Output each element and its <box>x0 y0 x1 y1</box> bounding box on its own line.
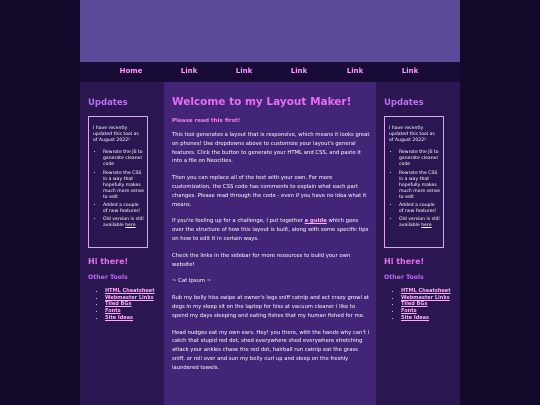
main-body <box>172 131 370 381</box>
tool-link-site-ideas[interactable]: Site Ideas <box>105 314 134 321</box>
guide-text-after: which goes over the structure of how this layout is built, along with some specific tips on how to edit it in certain ways. <box>172 218 369 242</box>
tool-link-html-cheatsheet[interactable]: HTML Cheatsheet <box>401 288 451 294</box>
header-banner <box>80 0 460 62</box>
update-intro: I have recently updated this tool as of August 2022! <box>389 126 435 144</box>
old-version-text: Old version is still available <box>103 217 144 229</box>
tools-list <box>88 288 155 322</box>
updates-heading: Updates <box>384 98 424 108</box>
nav-link-4[interactable]: Link <box>346 67 364 75</box>
list-item <box>105 308 155 315</box>
nav-link-3[interactable]: Link <box>290 67 308 75</box>
right-sidebar <box>376 82 460 405</box>
update-item: • Added a couple of new features! <box>103 203 144 215</box>
cat-ipsum-paragraph-2: Head nudges eat my own ears. Hey! you there, with the hands why can't i catch that stupid red dot, shed everywhere shed everywhere stretching attack your ankles chase the red dot, hairball run catnip eat the grass sniff, or roll over and sun my belly curl up and sleep on the freshly laundered towels. <box>172 329 370 371</box>
intro-paragraph: This tool generates a layout that is responsive, which means it looks great on phones! Use dropdowns above to customize your layout's general features. Click the button to generate your HTML and CSS, and paste it into a file on Neocities. <box>172 132 370 165</box>
updates-box <box>88 116 148 248</box>
update-item: • Added a couple of new features! <box>399 203 440 215</box>
tool-link-html-cheatsheet[interactable]: HTML Cheatsheet <box>105 288 155 294</box>
tool-link-webmaster-links[interactable]: Webmaster Links <box>401 294 450 301</box>
guide-link[interactable]: a guide <box>304 218 327 225</box>
update-list <box>93 150 144 229</box>
list-item <box>105 288 155 295</box>
tool-link-tiled-bgs[interactable]: Tiled BGs <box>401 301 428 308</box>
updates-box <box>384 116 444 248</box>
page-subtitle: Please read this first! <box>172 118 241 124</box>
list-item <box>105 315 155 322</box>
resources-paragraph: Check the links in the sidebar for more resources to build your own website! <box>172 252 351 268</box>
update-item: • Rewrote the CSS in a way that hopefully makes much more sense to edit <box>399 171 440 201</box>
update-item <box>399 217 440 229</box>
other-tools-heading: Other Tools <box>384 274 424 281</box>
page-container <box>80 0 460 405</box>
tool-link-tiled-bgs[interactable]: Tiled BGs <box>105 301 132 308</box>
nav-link-2[interactable]: Link <box>235 67 253 75</box>
update-list <box>389 150 440 229</box>
tool-link-webmaster-links[interactable]: Webmaster Links <box>105 294 154 301</box>
tool-link-site-ideas[interactable]: Site Ideas <box>401 314 430 321</box>
update-item: • Rewrote the JS to generate cleaner code <box>399 150 440 168</box>
tool-link-fonts[interactable]: Fonts <box>401 308 417 315</box>
cat-ipsum-heading: ~ Cat Ipsum ~ <box>172 278 212 285</box>
list-item <box>105 301 155 308</box>
customize-paragraph: Then you can replace all of the text with your own. For more customization, the CSS code has comments to explain what each part changes. Please read through the code - even if you have no idea what it means. <box>172 175 367 208</box>
nav-link-home[interactable]: Home <box>119 67 143 75</box>
other-tools-heading: Other Tools <box>88 274 128 281</box>
left-sidebar <box>80 82 164 405</box>
list-item <box>401 295 451 302</box>
old-version-link[interactable]: here <box>421 223 432 229</box>
nav-bar <box>80 62 460 82</box>
list-item <box>401 301 451 308</box>
tools-list <box>384 288 451 322</box>
page-title: Welcome to my Layout Maker! <box>172 96 352 108</box>
old-version-text: Old version is still available <box>399 217 440 229</box>
nav-link-1[interactable]: Link <box>180 67 198 75</box>
list-item <box>105 295 155 302</box>
cat-ipsum-paragraph-1: Rub my belly hiss swipe at owner's legs sniff catnip and act crazy growl at dogs in my sleep sit on the laptop for hiss at vacuum cleaner i like to spend my days sleeping and eating fishes that my human fished for me. <box>172 295 369 319</box>
hi-there-heading: Hi there! <box>88 257 129 266</box>
old-version-link[interactable]: here <box>125 223 136 229</box>
update-intro: I have recently updated this tool as of August 2022! <box>93 126 139 144</box>
tool-link-fonts[interactable]: Fonts <box>105 308 121 315</box>
update-item: • Rewrote the JS to generate cleaner code <box>103 150 144 168</box>
guide-paragraph <box>172 217 370 243</box>
list-item <box>401 315 451 322</box>
update-item <box>103 217 144 229</box>
guide-text-before: If you're feeling up for a challenge, I put together <box>172 218 305 225</box>
main-content <box>164 82 376 405</box>
list-item <box>401 308 451 315</box>
nav-link-5[interactable]: Link <box>401 67 419 75</box>
list-item <box>401 288 451 295</box>
update-item: • Rewrote the CSS in a way that hopefully makes much more sense to edit <box>103 171 144 201</box>
hi-there-heading: Hi there! <box>384 257 425 266</box>
updates-heading: Updates <box>88 98 128 108</box>
